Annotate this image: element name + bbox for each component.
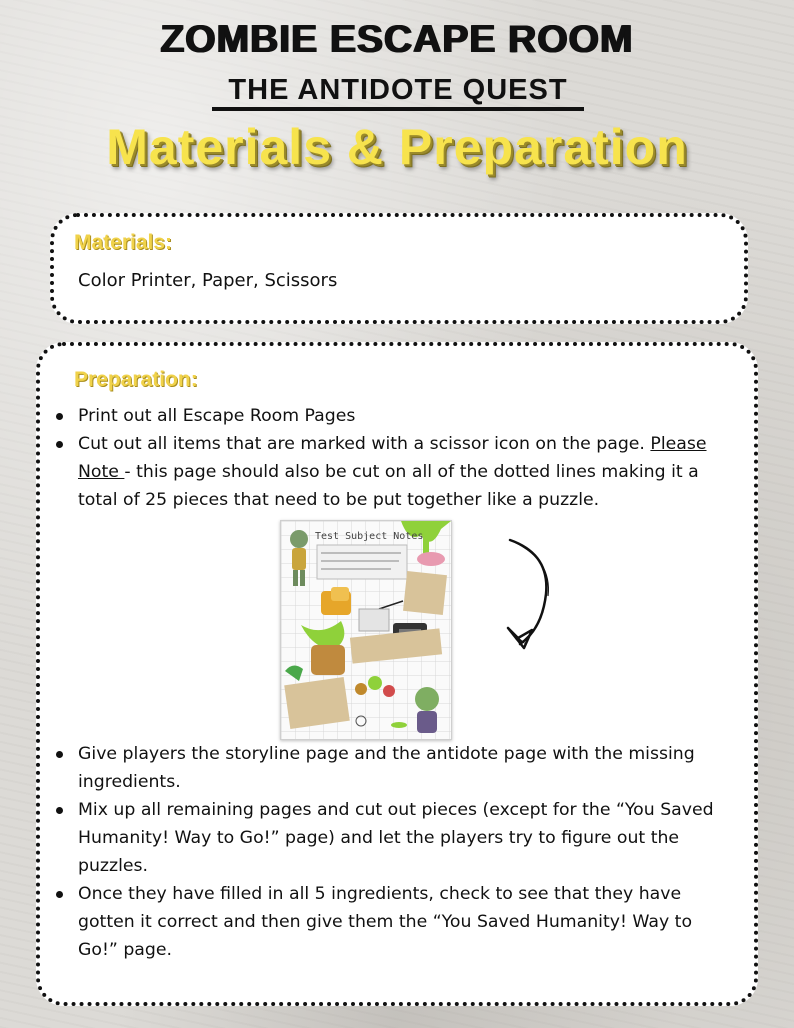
hand-drawn-arrow-icon	[480, 534, 570, 674]
preparation-title: Preparation:	[74, 368, 198, 391]
page-subtitle: THE ANTIDOTE QUEST	[212, 74, 584, 111]
thumbnail-illustration	[281, 521, 451, 739]
step-check-ingredients: Once they have filled in all 5 ingredients, check to see that they have gotten it correct and then give them the “You Saved Humanity! Way to Go!” page.	[74, 880, 734, 964]
test-subject-notes-thumbnail	[280, 520, 452, 740]
step-print: Print out all Escape Room Pages	[74, 402, 734, 430]
materials-list: Color Printer, Paper, Scissors	[78, 270, 338, 291]
thumbnail-title: Test Subject Notes	[315, 531, 424, 542]
step-cut-text: Cut out all items that are marked with a scissor icon on the page.	[78, 434, 651, 454]
preparation-box	[36, 342, 758, 1006]
step-give-storyline: Give players the storyline page and the antidote page with the missing ingredients.	[74, 740, 734, 796]
materials-title: Materials:	[74, 231, 173, 254]
preparation-steps-bottom	[74, 740, 734, 964]
section-heading: Materials & Preparation	[106, 119, 688, 175]
note-card-icon	[403, 571, 447, 615]
preparation-steps-top	[74, 402, 734, 514]
materials-box	[50, 213, 748, 324]
please-note: Please Note	[78, 434, 707, 482]
step-cut	[74, 430, 734, 514]
step-cut-rest: - this page should also be cut on all of the dotted lines making it a total of 25 pieces that need to be put together like a puzzle.	[78, 462, 699, 510]
page-title: ZOMBIE ESCAPE ROOM	[160, 18, 634, 61]
step-mix-pages: Mix up all remaining pages and cut out pieces (except for the “You Saved Humanity! Way to Go!” page) and let the players try to figure out the puzzles.	[74, 796, 734, 880]
